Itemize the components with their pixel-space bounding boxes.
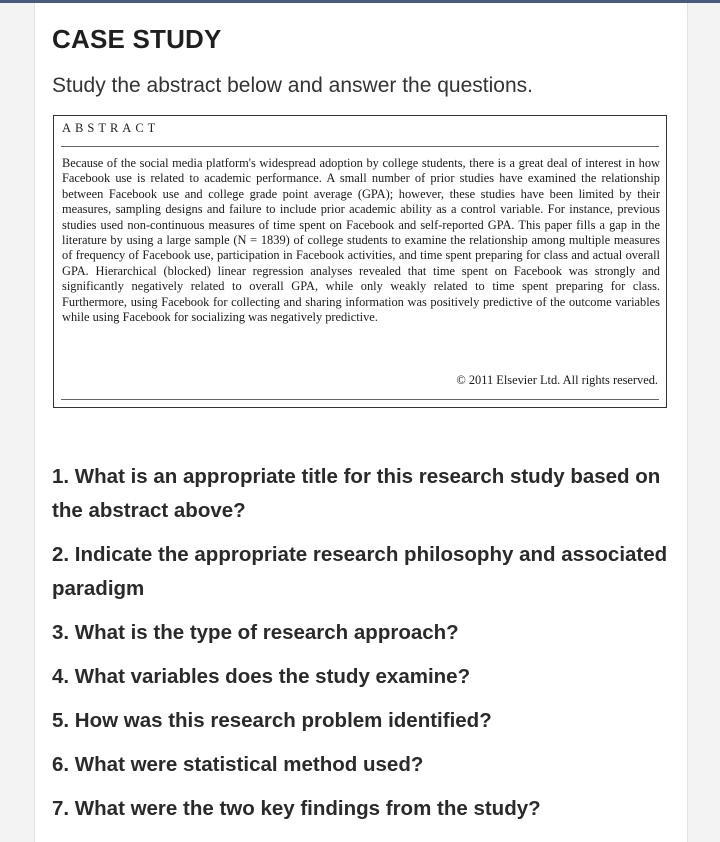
question-item: 3. What is the type of research approach? xyxy=(52,621,459,644)
abstract-body: Because of the social media platform's widespread adoption by college students, there is a great deal of interest in how Facebook use is related to academic performance. A small number of prior studies have examined the relationship between Facebook use and college grade point average (GPA); however, these studies have been limited by their measures, sampling designs and failure to include prior academic ability as a control variable. For instance, previous studies used non-continuous measures of time spent on Facebook and self-reported GPA. This paper fills a gap in the literature by using a large sample (N = 1839) of college students to examine the relationship among multiple measures of frequency of Facebook use, participation in Facebook activities, and time spent preparing for class and actual overall GPA. Hierarchical (blocked) linear regression analyses revealed that time spent on Facebook was strongly and significantly negatively related to overall GPA, while only weakly related to time spent preparing for class. Furthermore, using Facebook for collecting and sharing information was positively predictive of the outcome variables while using Facebook for socializing was negatively predictive. xyxy=(62,156,660,325)
question-item: 5. How was this research problem identified? xyxy=(52,709,492,732)
abstract-top-rule xyxy=(61,146,659,147)
question-item: 7. What were the two key findings from the study? xyxy=(52,797,541,820)
question-item: 1. What is an appropriate title for this research study based on the abstract above? xyxy=(52,465,661,522)
question-item: 6. What were statistical method used? xyxy=(52,753,424,776)
abstract-copyright: © 2011 Elsevier Ltd. All rights reserved. xyxy=(456,373,658,387)
page-title: CASE STUDY xyxy=(52,24,222,54)
question-item: 4. What variables does the study examine? xyxy=(52,665,471,688)
question-list xyxy=(52,460,672,836)
abstract-box xyxy=(53,115,667,408)
question-item: 2. Indicate the appropriate research philosophy and associated paradigm xyxy=(52,543,668,600)
instruction-text: Study the abstract below and answer the questions. xyxy=(52,74,533,97)
abstract-bottom-rule xyxy=(61,399,659,400)
abstract-label: ABSTRACT xyxy=(62,121,160,135)
